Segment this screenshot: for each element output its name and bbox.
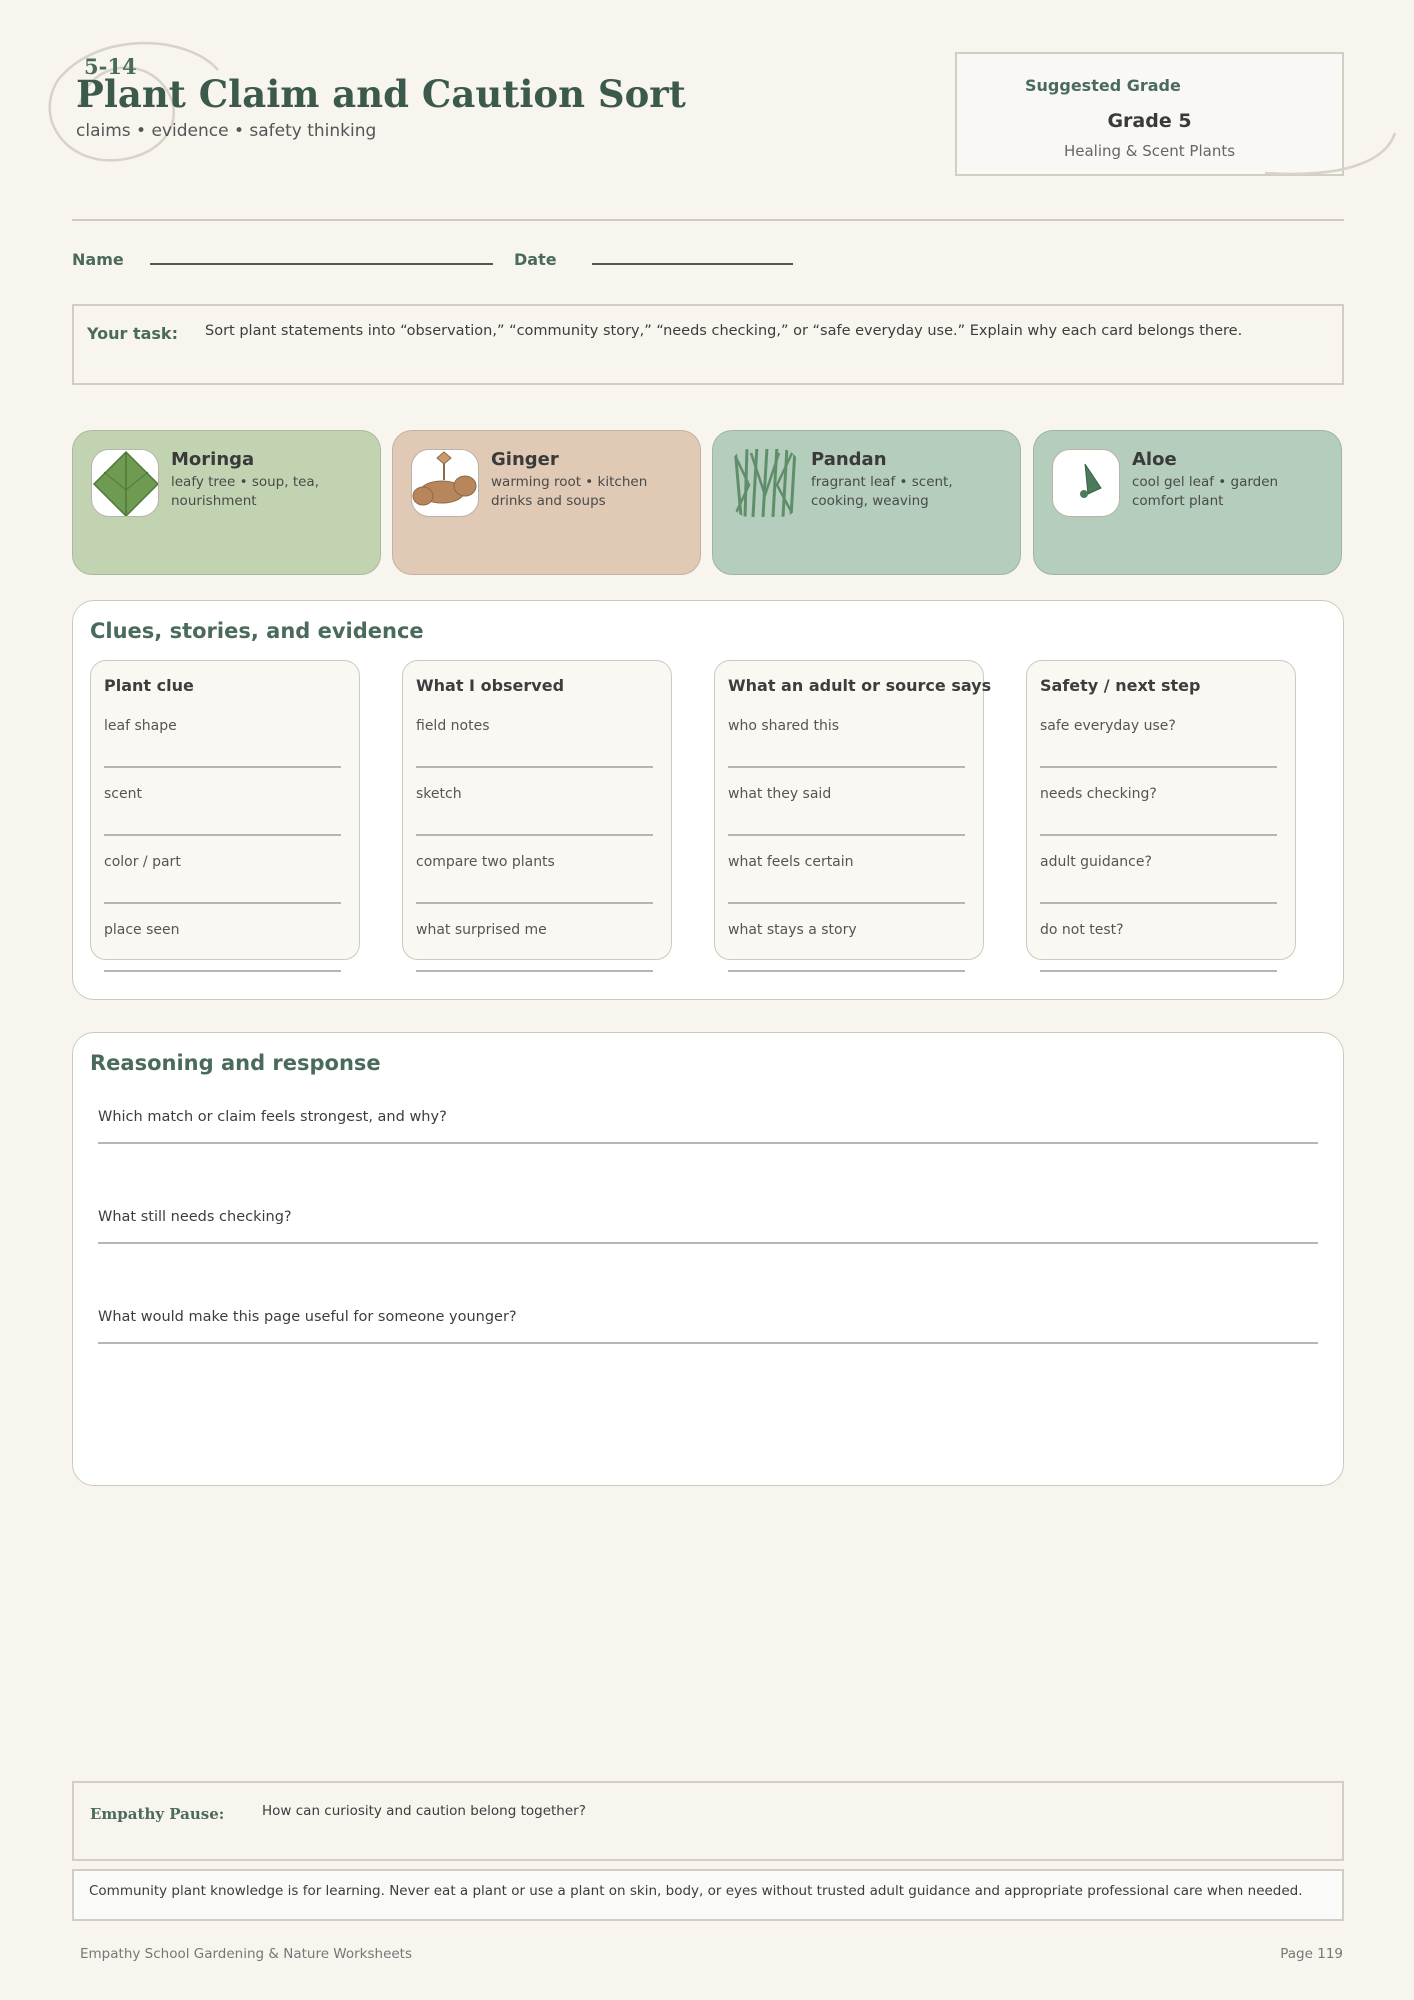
column-title: What I observed xyxy=(416,676,565,695)
column-item: do not test? xyxy=(1040,922,1124,938)
write-line[interactable] xyxy=(104,902,341,904)
column-item: what feels certain xyxy=(728,854,854,870)
column-item: adult guidance? xyxy=(1040,854,1152,870)
write-line[interactable] xyxy=(416,834,653,836)
safety-note-box xyxy=(72,1869,1344,1921)
clues-panel-title: Clues, stories, and evidence xyxy=(90,619,424,643)
safety-note: Community plant knowledge is for learning. Never eat a plant or use a plant on skin, body, or eyes without trusted adult guidance and appropriate professional care when needed. xyxy=(89,1883,1303,1899)
page-subtitle: claims • evidence • safety thinking xyxy=(76,121,377,141)
plant-description: warming root • kitchen drinks and soups xyxy=(491,474,648,509)
swirl-decoration-corner xyxy=(1260,128,1400,183)
aloe-sprout-icon xyxy=(1052,449,1120,517)
answer-line[interactable] xyxy=(98,1242,1318,1244)
column-adult-or-source xyxy=(714,660,992,960)
plant-name: Aloe xyxy=(1132,449,1177,470)
column-item: what they said xyxy=(728,786,832,802)
grade-topic: Healing & Scent Plants xyxy=(1063,142,1236,160)
write-line[interactable] xyxy=(728,834,965,836)
write-line[interactable] xyxy=(728,902,965,904)
plant-name: Pandan xyxy=(811,449,887,470)
page-number: Page 119 xyxy=(1280,1946,1343,1962)
column-item: needs checking? xyxy=(1040,786,1157,802)
write-line[interactable] xyxy=(1040,902,1277,904)
grade-label: Suggested Grade xyxy=(1025,76,1181,95)
plant-description: cool gel leaf • garden comfort plant xyxy=(1132,474,1279,509)
column-item: place seen xyxy=(104,922,180,938)
ginger-root-icon xyxy=(411,449,479,517)
write-line[interactable] xyxy=(728,766,965,768)
task-text: Sort plant statements into “observation,” “community story,” “needs checking,” or “safe everyday use.” Explain why each card belongs there. xyxy=(205,323,1243,339)
task-box xyxy=(72,304,1344,385)
worksheet-code: 5-14 xyxy=(84,54,137,79)
plant-card-pandan xyxy=(712,430,1021,575)
column-title: What an adult or source says xyxy=(728,676,992,695)
reasoning-prompt: Which match or claim feels strongest, and why? xyxy=(98,1109,447,1125)
write-line[interactable] xyxy=(416,766,653,768)
column-item: color / part xyxy=(104,854,181,870)
date-label: Date xyxy=(514,250,557,269)
reasoning-panel-title: Reasoning and response xyxy=(90,1051,381,1075)
empathy-pause-box xyxy=(72,1781,1344,1861)
page-title: Plant Claim and Caution Sort xyxy=(76,72,686,116)
column-title: Safety / next step xyxy=(1040,676,1201,695)
column-item: scent xyxy=(104,786,142,802)
column-item: who shared this xyxy=(728,718,840,734)
write-line[interactable] xyxy=(416,902,653,904)
column-safety-next-step xyxy=(1026,660,1296,960)
write-line[interactable] xyxy=(416,970,653,972)
name-field[interactable] xyxy=(150,263,493,265)
write-line[interactable] xyxy=(104,766,341,768)
answer-line[interactable] xyxy=(98,1142,1318,1144)
column-item: sketch xyxy=(416,786,462,802)
empathy-text: How can curiosity and caution belong together? xyxy=(262,1803,586,1819)
write-line[interactable] xyxy=(1040,834,1277,836)
name-label: Name xyxy=(72,250,124,269)
column-item: what stays a story xyxy=(728,922,857,938)
answer-line[interactable] xyxy=(98,1342,1318,1344)
plant-card-moringa xyxy=(72,430,381,575)
pandan-leaves-icon xyxy=(731,449,799,517)
reasoning-prompt: What still needs checking? xyxy=(98,1209,292,1225)
date-field[interactable] xyxy=(592,263,793,265)
write-line[interactable] xyxy=(104,834,341,836)
header-divider xyxy=(72,219,1344,221)
column-item: what surprised me xyxy=(416,922,547,938)
column-item: leaf shape xyxy=(104,718,177,734)
reasoning-panel xyxy=(72,1032,1344,1486)
plant-card-aloe xyxy=(1033,430,1342,575)
column-item: safe everyday use? xyxy=(1040,718,1176,734)
plant-description: leafy tree • soup, tea, nourishment xyxy=(171,474,319,509)
column-item: compare two plants xyxy=(416,854,555,870)
grade-value: Grade 5 xyxy=(1107,110,1192,132)
write-line[interactable] xyxy=(104,970,341,972)
reasoning-prompt: What would make this page useful for someone younger? xyxy=(98,1309,517,1325)
plant-description: fragrant leaf • scent, cooking, weaving xyxy=(811,474,953,509)
column-title: Plant clue xyxy=(104,676,194,695)
footer-series: Empathy School Gardening & Nature Worksheets xyxy=(80,1946,413,1962)
task-label: Your task: xyxy=(87,324,178,343)
column-plant-clue xyxy=(90,660,360,960)
plant-card-ginger xyxy=(392,430,701,575)
write-line[interactable] xyxy=(728,970,965,972)
plant-name: Moringa xyxy=(171,449,255,470)
moringa-leaf-icon xyxy=(91,449,159,517)
column-what-i-observed xyxy=(402,660,672,960)
write-line[interactable] xyxy=(1040,766,1277,768)
clues-panel xyxy=(72,600,1344,1000)
column-item: field notes xyxy=(416,718,490,734)
empathy-label: Empathy Pause: xyxy=(90,1805,225,1823)
write-line[interactable] xyxy=(1040,970,1277,972)
plant-name: Ginger xyxy=(491,449,559,470)
